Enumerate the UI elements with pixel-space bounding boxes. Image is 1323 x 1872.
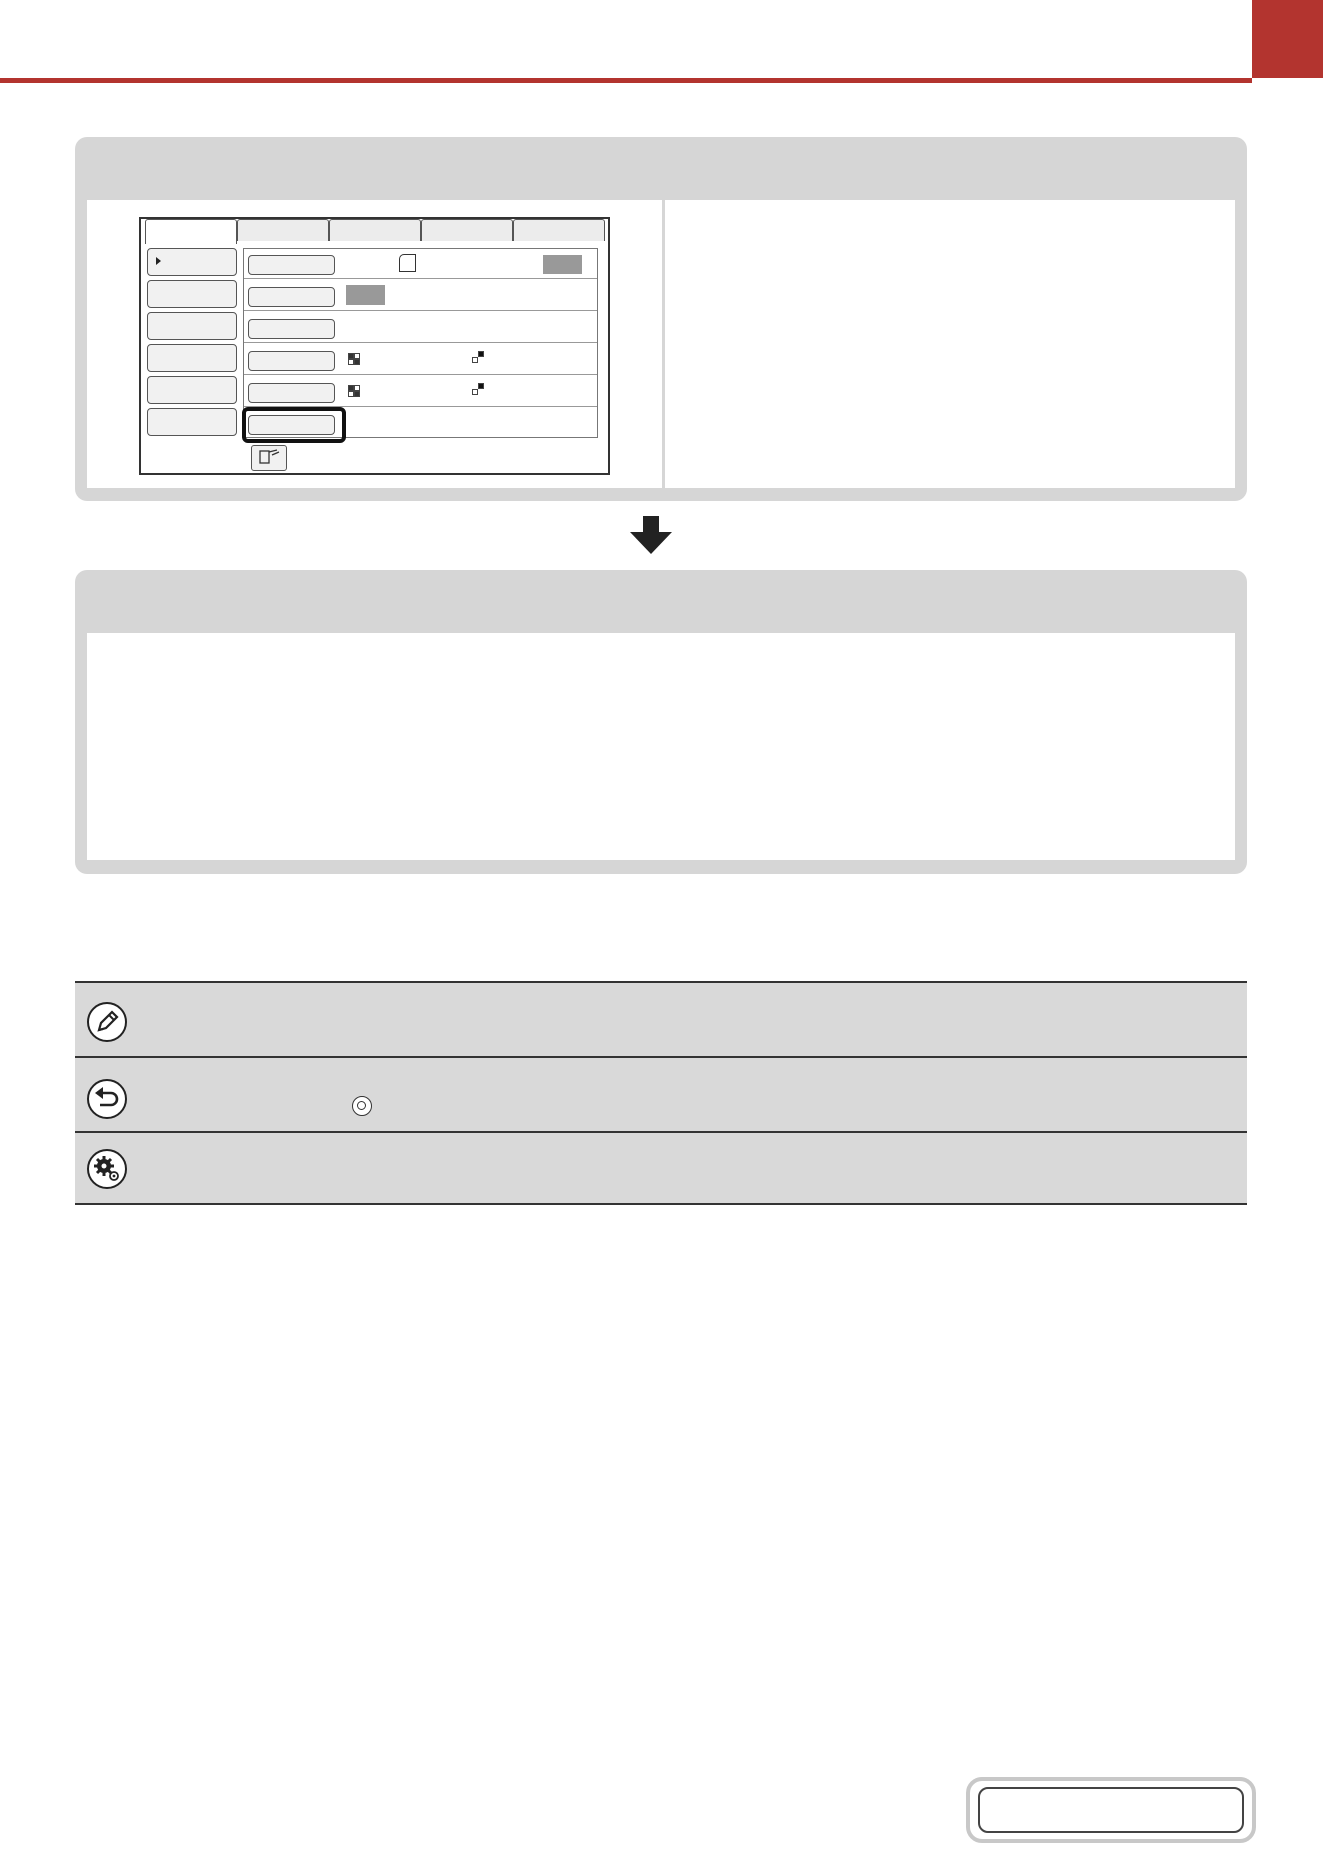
header-rule: [0, 78, 1252, 83]
return-row: [75, 1058, 1247, 1133]
option-button-1[interactable]: [248, 255, 335, 275]
row-divider: [244, 374, 597, 375]
screen-tab-2[interactable]: [237, 219, 329, 241]
side-button-3[interactable]: [147, 312, 237, 340]
option-button-3[interactable]: [248, 319, 335, 339]
panel-divider: [662, 200, 665, 488]
side-button-2[interactable]: [147, 280, 237, 308]
down-arrow-icon: [630, 516, 672, 554]
option-button-5[interactable]: [248, 383, 335, 403]
gray-value-field: [346, 285, 385, 305]
page-nav-button[interactable]: [966, 1777, 1256, 1843]
side-button-6[interactable]: [147, 408, 237, 436]
side-button-4[interactable]: [147, 344, 237, 372]
paper-icon: [399, 254, 416, 272]
touch-panel-screen: [139, 217, 610, 475]
corner-icon: [472, 383, 485, 396]
return-arrow-icon: [87, 1079, 127, 1119]
screen-tab-3[interactable]: [329, 219, 421, 241]
pointer-arrow-icon: [156, 257, 161, 265]
side-button-1[interactable]: [147, 248, 237, 276]
stop-key-icon: [352, 1096, 372, 1116]
gears-icon: [87, 1149, 127, 1189]
option-button-2[interactable]: [248, 287, 335, 307]
screen-tab-4[interactable]: [421, 219, 513, 241]
step-panel-1-body: [87, 200, 1235, 488]
highlighted-option: [242, 407, 346, 443]
gray-value-field: [543, 255, 582, 274]
screen-tab-1[interactable]: [145, 219, 237, 244]
row-divider: [244, 278, 597, 279]
step-panel-2: [75, 570, 1247, 874]
row-divider: [244, 342, 597, 343]
note-row: [75, 983, 1247, 1058]
side-button-5[interactable]: [147, 376, 237, 404]
corner-icon: [472, 351, 485, 364]
option-button-4[interactable]: [248, 351, 335, 371]
screen-tab-5[interactable]: [513, 219, 605, 241]
layout-grid-icon: [348, 353, 361, 366]
row-divider: [244, 310, 597, 311]
preview-icon[interactable]: [251, 445, 287, 471]
step-panel-2-body: [87, 633, 1235, 860]
settings-row: [75, 1133, 1247, 1205]
pencil-icon: [87, 1002, 127, 1042]
step-panel-1: [75, 137, 1247, 501]
chapter-tab: [1252, 0, 1323, 78]
layout-grid-icon: [348, 385, 361, 398]
